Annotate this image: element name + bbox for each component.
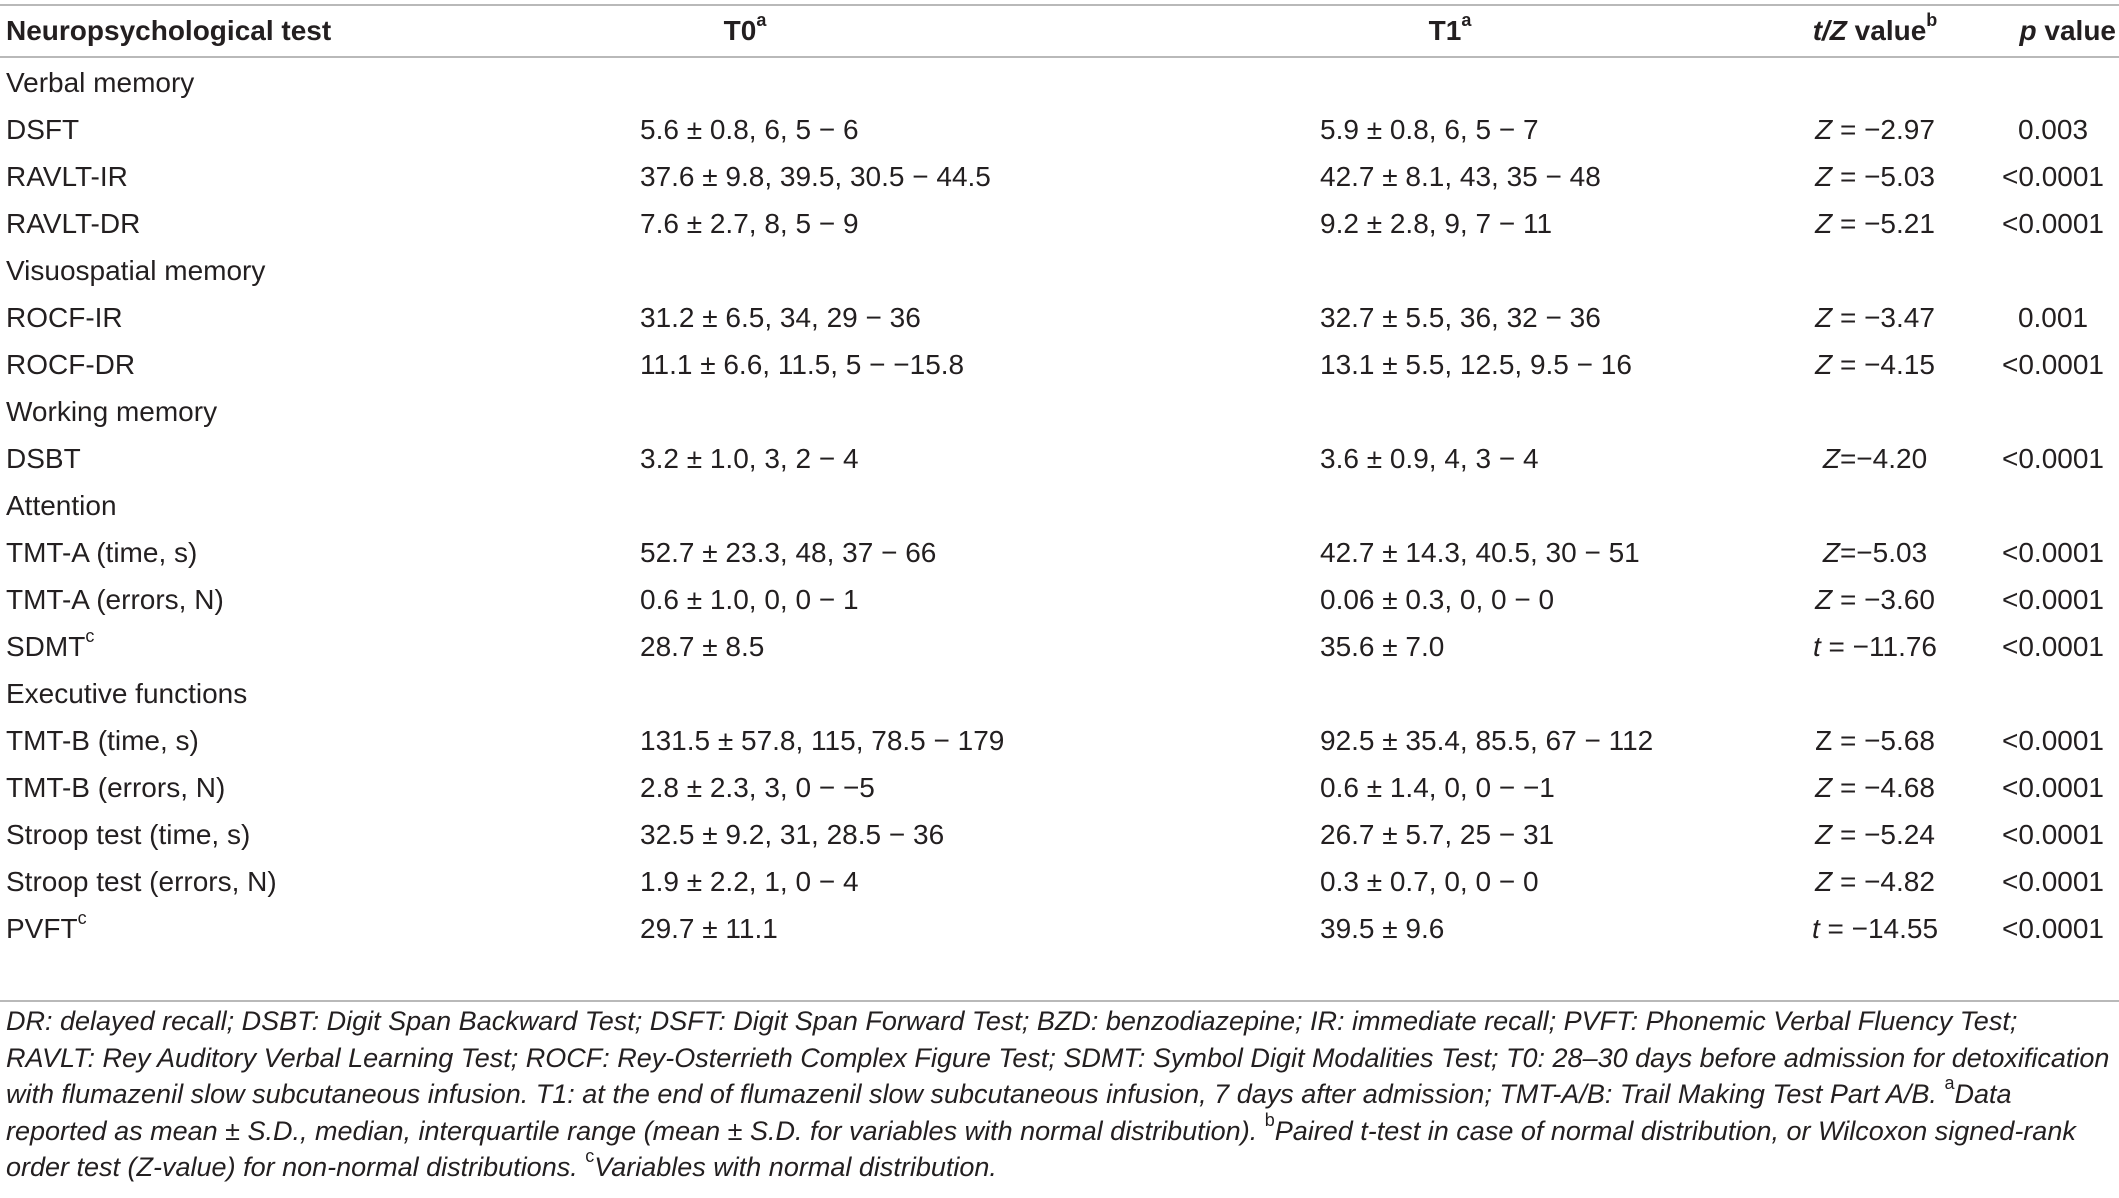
test-name: TMT-A (time, s) xyxy=(6,537,198,568)
t1-value: 35.6 ± 7.0 xyxy=(1320,631,1445,662)
stat-value: Z = −5.68 xyxy=(1815,725,1935,756)
footnote-a-mark: a xyxy=(1944,1073,1955,1093)
stat-value: Z=−4.20 xyxy=(1822,443,1928,474)
section-label: Visuospatial memory xyxy=(6,255,266,286)
section-row xyxy=(0,388,2119,435)
t1-value: 39.5 ± 9.6 xyxy=(1320,913,1445,944)
stat-value: Z = −3.47 xyxy=(1815,302,1935,333)
section-row xyxy=(0,482,2119,529)
test-name: Stroop test (errors, N) xyxy=(6,866,277,897)
stat-value: Z = −3.60 xyxy=(1815,584,1935,615)
table-row: RAVLT-DR 7.6 ± 2.7, 8, 5 − 9 9.2 ± 2.8, 9, 7 − 11 Z = −5.21 <0.0001 xyxy=(0,200,2119,247)
footnote-a-text: Data reported as mean ± S.D., median, interquartile range (mean ± S.D. for variables with normal distribution). xyxy=(6,1079,2012,1146)
p-value: 0.003 xyxy=(2017,114,2089,145)
stat-value: Z = −4.68 xyxy=(1815,772,1935,803)
stat-value: Z = −4.82 xyxy=(1815,866,1935,897)
p-value: <0.0001 xyxy=(2002,584,2104,615)
p-value: <0.0001 xyxy=(2002,537,2104,568)
section-row xyxy=(0,247,2119,294)
footnote-abbreviations: DR: delayed recall; DSBT: Digit Span Backward Test; DSFT: Digit Span Forward Test; BZD: benzodiazepine; IR: immediate recall; PVFT: Phonemic Verbal Fluency Test; RAVLT: Rey Auditory Verbal Learning Test; ROCF: Rey-Osterrieth Complex Figure Test; SDMT: Symbol Digit Modalities Test; T0: 28–30 days before admission for detoxification with flumazenil slow subcutaneous infusion. T1: at the end of flumazenil slow subcutaneous infusion, 7 days after admission; TMT-A/B: Trail Making Test Part A/B. xyxy=(6,1006,2110,1109)
table-row: TMT-A (errors, N) 0.6 ± 1.0, 0, 0 − 1 0.06 ± 0.3, 0, 0 − 0 Z = −3.60 <0.0001 xyxy=(0,576,2119,623)
table-row: SDMT$^c$ 28.7 ± 8.5 35.6 ± 7.0 t = −11.76 <0.0001 xyxy=(0,623,2119,670)
footnote-c-mark: c xyxy=(585,1146,595,1166)
table-row: Stroop test (time, s) 32.5 ± 9.2, 31, 28.5 − 36 26.7 ± 5.7, 25 − 31 Z = −5.24 <0.0001 xyxy=(0,811,2119,858)
test-name: DSFT xyxy=(6,114,80,145)
test-name: TMT-A (errors, N) xyxy=(6,584,224,615)
test-name: ROCF-IR xyxy=(6,302,123,333)
t1-value: 42.7 ± 14.3, 40.5, 30 − 51 xyxy=(1320,537,1640,568)
table-row: ROCF-IR 31.2 ± 6.5, 34, 29 − 36 32.7 ± 5.5, 36, 32 − 36 Z = −3.47 0.001 xyxy=(0,294,2119,341)
top-rule xyxy=(0,4,2119,6)
t1-value: 0.6 ± 1.4, 0, 0 − −1 xyxy=(1320,772,1555,803)
p-value: <0.0001 xyxy=(2002,208,2104,239)
t1-value: 13.1 ± 5.5, 12.5, 9.5 − 16 xyxy=(1320,349,1632,380)
table-row: PVFT$^c$ 29.7 ± 11.1 39.5 ± 9.6 t = −14.55 <0.0001 xyxy=(0,905,2119,952)
stat-value: t = −14.55 xyxy=(1811,913,1939,944)
test-name: DSBT xyxy=(6,443,81,474)
t1-value: 42.7 ± 8.1, 43, 35 − 48 xyxy=(1320,161,1601,192)
section-row xyxy=(0,59,2119,106)
test-footnote-mark: c xyxy=(77,907,87,928)
section-label: Verbal memory xyxy=(6,67,195,98)
p-value: <0.0001 xyxy=(2002,443,2104,474)
stat-value: Z = −5.21 xyxy=(1815,208,1935,239)
test-name: SDMT$^c$ xyxy=(6,625,95,662)
section-label: Attention xyxy=(6,490,117,521)
p-value: <0.0001 xyxy=(2002,631,2104,662)
t1-value: 26.7 ± 5.7, 25 − 31 xyxy=(1320,819,1555,850)
t1-value: 9.2 ± 2.8, 9, 7 − 11 xyxy=(1320,208,1553,239)
p-value: <0.0001 xyxy=(2002,725,2104,756)
header-tz-value: t/Z value$^b$ xyxy=(1812,9,1938,46)
table-row: Stroop test (errors, N) 1.9 ± 2.2, 1, 0 − 4 0.3 ± 0.7, 0, 0 − 0 Z = −4.82 <0.0001 xyxy=(0,858,2119,905)
table-row: DSFT 5.6 ± 0.8, 6, 5 − 6 5.9 ± 0.8, 6, 5 − 7 Z = −2.97 0.003 xyxy=(0,106,2119,153)
test-name: RAVLT-IR xyxy=(6,161,128,192)
p-value: <0.0001 xyxy=(2002,866,2104,897)
stat-value: Z=−5.03 xyxy=(1822,537,1928,568)
test-name: TMT-B (errors, N) xyxy=(6,772,226,803)
t1-value: 32.7 ± 5.5, 36, 32 − 36 xyxy=(1320,302,1601,333)
t1-value: 92.5 ± 35.4, 85.5, 67 − 112 xyxy=(1320,725,1654,756)
p-value: <0.0001 xyxy=(2002,819,2104,850)
p-value: <0.0001 xyxy=(2002,772,2104,803)
table-row: DSBT 3.2 ± 1.0, 3, 2 − 4 3.6 ± 0.9, 4, 3 − 4 Z=−4.20 <0.0001 xyxy=(0,435,2119,482)
footnote-c-text: Variables with normal distribution. xyxy=(594,1152,997,1182)
section-row xyxy=(0,670,2119,717)
p-value: <0.0001 xyxy=(2002,349,2104,380)
header-test: Neuropsychological test xyxy=(6,15,332,46)
t1-value: 0.06 ± 0.3, 0, 0 − 0 xyxy=(1320,584,1555,615)
section-label: Working memory xyxy=(6,396,218,427)
table-row: TMT-B (time, s) 131.5 ± 57.8, 115, 78.5 − 179 92.5 ± 35.4, 85.5, 67 − 112 Z = −5.68 <0.0001 xyxy=(0,717,2119,764)
test-name: Stroop test (time, s) xyxy=(6,819,251,850)
test-name: RAVLT-DR xyxy=(6,208,141,239)
bottom-rule xyxy=(0,1000,2119,1002)
test-name: TMT-B (time, s) xyxy=(6,725,199,756)
stat-value: t = −11.76 xyxy=(1812,631,1938,662)
p-value: <0.0001 xyxy=(2002,161,2104,192)
t1-value: 3.6 ± 0.9, 4, 3 − 4 xyxy=(1320,443,1539,474)
test-name: PVFT$^c$ xyxy=(6,907,87,944)
stat-value: Z = −5.24 xyxy=(1815,819,1935,850)
p-value: <0.0001 xyxy=(2002,913,2104,944)
test-name: ROCF-DR xyxy=(6,349,136,380)
table-row: RAVLT-IR 37.6 ± 9.8, 39.5, 30.5 − 44.5 42.7 ± 8.1, 43, 35 − 48 Z = −5.03 <0.0001 xyxy=(0,153,2119,200)
t1-value: 5.9 ± 0.8, 6, 5 − 7 xyxy=(1320,114,1539,145)
stat-value: Z = −4.15 xyxy=(1815,349,1935,380)
table-row: TMT-A (time, s) 52.7 ± 23.3, 48, 37 − 66 42.7 ± 14.3, 40.5, 30 − 51 Z=−5.03 <0.0001 xyxy=(0,529,2119,576)
section-label: Executive functions xyxy=(6,678,248,709)
stat-value: Z = −2.97 xyxy=(1815,114,1935,145)
test-footnote-mark: c xyxy=(85,625,95,646)
table-row: TMT-B (errors, N) 2.8 ± 2.3, 3, 0 − −5 0.6 ± 1.4, 0, 0 − −1 Z = −4.68 <0.0001 xyxy=(0,764,2119,811)
table-header xyxy=(0,7,2119,54)
header-p-value: p value xyxy=(2019,15,2116,46)
p-value: 0.001 xyxy=(2017,302,2089,333)
header-t1: T1$^a$ xyxy=(1428,9,1472,46)
table-footnote xyxy=(6,1003,2112,1186)
stat-value: Z = −5.03 xyxy=(1815,161,1935,192)
footnote-b-text: Paired t-test in case of normal distribution, or Wilcoxon signed-rank order test (Z-value) for non-normal distributions. xyxy=(6,1115,2076,1182)
footnote-b-mark: b xyxy=(1264,1109,1275,1130)
header-rule xyxy=(0,56,2119,58)
t1-value: 0.3 ± 0.7, 0, 0 − 0 xyxy=(1320,866,1539,897)
header-t0: T0$^a$ xyxy=(723,9,767,46)
table-row: ROCF-DR 11.1 ± 6.6, 11.5, 5 − −15.8 13.1 ± 5.5, 12.5, 9.5 − 16 Z = −4.15 <0.0001 xyxy=(0,341,2119,388)
